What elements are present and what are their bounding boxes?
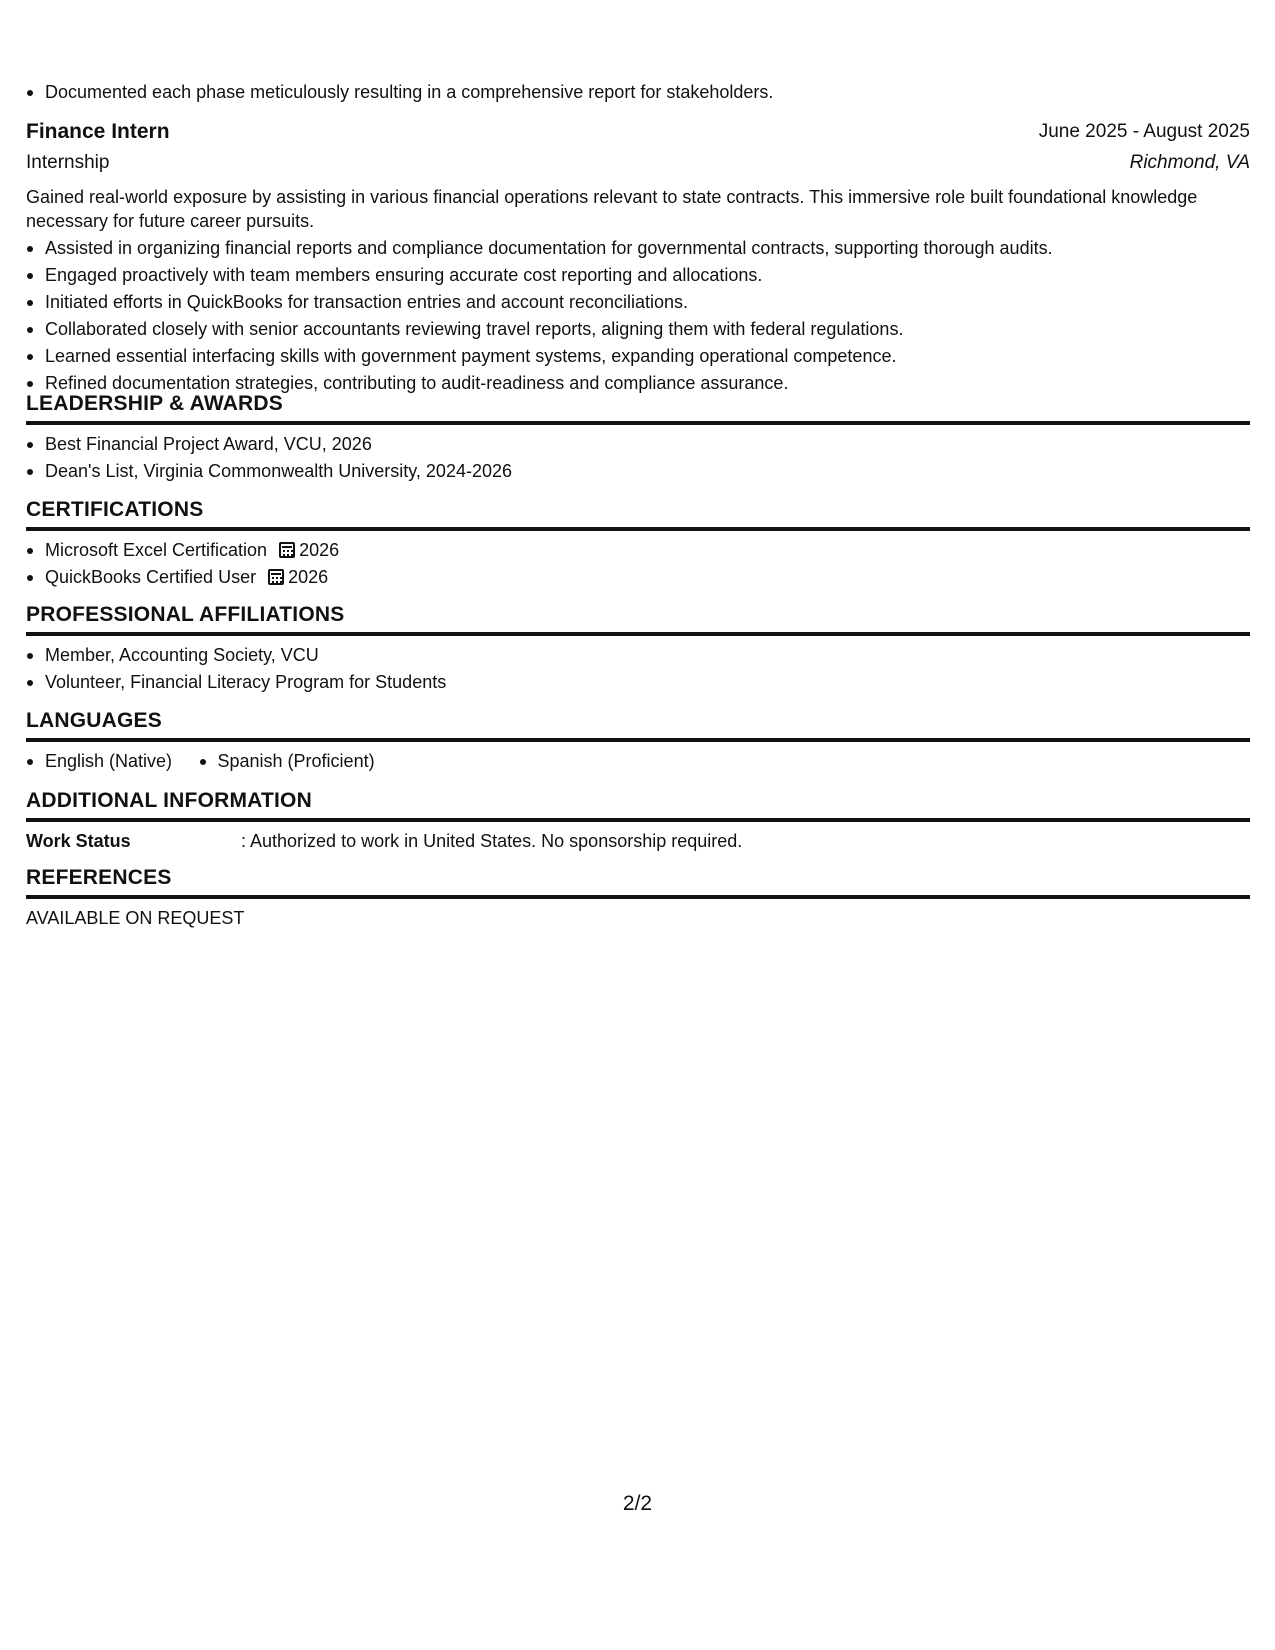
certification-date-wrap (268, 567, 328, 587)
list-item: Volunteer, Financial Literacy Program for Students (26, 669, 1250, 696)
list-item: Engaged proactively with team members ensuring accurate cost reporting and allocations. (26, 262, 1053, 289)
list-item: Assisted in organizing financial reports and compliance documentation for governmental contracts, supporting thorough audits. (26, 235, 1053, 262)
certifications-section (26, 496, 1250, 591)
list-item: Refined documentation strategies, contributing to audit-readiness and compliance assurance. (26, 370, 1053, 397)
resume-page (26, 0, 1250, 1650)
certifications-list (26, 537, 1250, 591)
work-status-value: : Authorized to work in United States. No sponsorship required. (241, 831, 743, 851)
section-title: CERTIFICATIONS (26, 496, 1250, 531)
affiliations-section (26, 601, 1250, 696)
references-text: AVAILABLE ON REQUEST (26, 908, 245, 928)
additional-info-section (26, 787, 1250, 854)
leadership-section (26, 390, 1250, 485)
certification-name: Microsoft Excel Certification (45, 540, 268, 560)
job-summary: Gained real-world exposure by assisting in various financial operations relevant to state contracts. This immersive role built foundational knowledge necessary for future career pursuits. (26, 187, 1198, 231)
section-title: LEADERSHIP & AWARDS (26, 390, 1250, 425)
list-item: Collaborated closely with senior accountants reviewing travel reports, aligning them with federal regulations. (26, 316, 1053, 343)
work-status-label: Work Status (26, 831, 131, 851)
certification-date-wrap (279, 540, 339, 560)
list-item: Spanish (Proficient) (199, 748, 375, 775)
leadership-list (26, 431, 1250, 485)
list-item: English (Native) (26, 748, 172, 775)
list-item: Documented each phase meticulously resulting in a comprehensive report for stakeholders. (26, 79, 773, 106)
certification-date: 2026 (288, 567, 329, 587)
list-item: Learned essential interfacing skills with government payment systems, expanding operational competence. (26, 343, 1053, 370)
page-number: 2/2 (622, 1492, 653, 1515)
job-location: Richmond, VA (1129, 152, 1250, 173)
languages-section (26, 707, 1250, 775)
list-item: Dean's List, Virginia Commonwealth University, 2024-2026 (26, 458, 1250, 485)
calendar-icon (268, 569, 284, 585)
calendar-icon (279, 542, 295, 558)
section-title: ADDITIONAL INFORMATION (26, 787, 1250, 822)
affiliations-list (26, 642, 1250, 696)
certification-date: 2026 (299, 540, 340, 560)
list-item: Initiated efforts in QuickBooks for transaction entries and account reconciliations. (26, 289, 1053, 316)
work-status-row (26, 828, 1250, 854)
job-header (26, 118, 1250, 178)
section-title: REFERENCES (26, 864, 1250, 899)
references-section (26, 864, 1250, 931)
job-dates: June 2025 - August 2025 (1038, 121, 1250, 142)
list-item (26, 564, 1250, 591)
certification-name: QuickBooks Certified User (45, 567, 257, 587)
experience-continued-bullets (26, 79, 773, 106)
languages-list (26, 748, 1250, 775)
section-title: LANGUAGES (26, 707, 1250, 742)
job-bullets (26, 235, 1053, 397)
list-item (26, 537, 1250, 564)
section-title: PROFESSIONAL AFFILIATIONS (26, 601, 1250, 636)
job-type: Internship (26, 152, 110, 173)
job-title: Finance Intern (26, 120, 170, 143)
list-item: Member, Accounting Society, VCU (26, 642, 1250, 669)
list-item: Best Financial Project Award, VCU, 2026 (26, 431, 1250, 458)
